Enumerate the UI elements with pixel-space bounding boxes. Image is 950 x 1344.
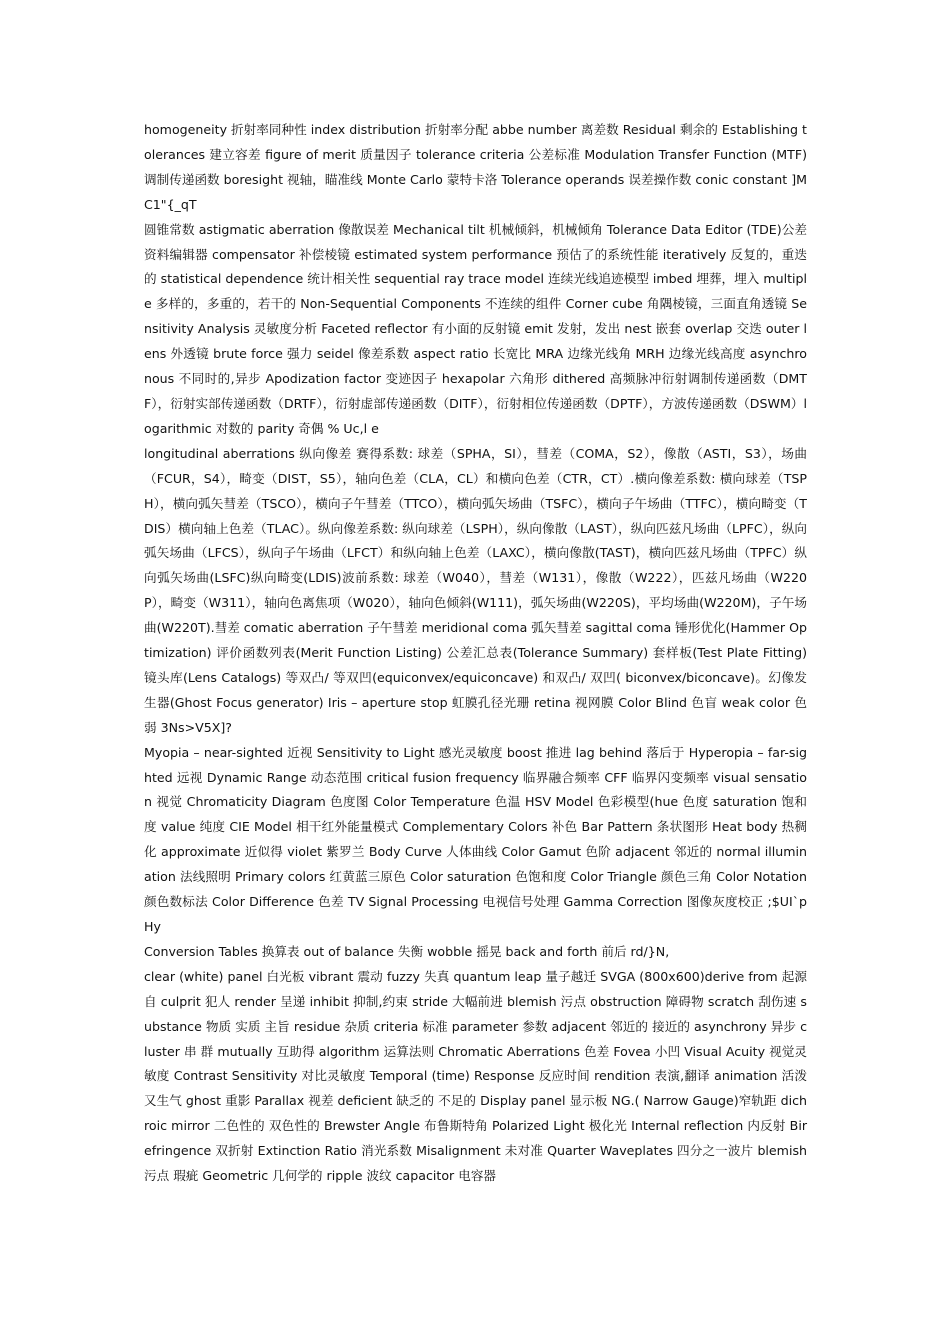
paragraph-aberration-coefficients: longitudinal aberrations 纵向像差 赛得系数: 球差（SPHA，SI），彗差（COMA，S2），像散（ASTI，S3），场曲（FCUR，S4），畸变（DIST，S5），轴向色差（CLA，CL）和横向色差（CTR，CT）.横向像差系数: 横向球差（TSPH），横向弧矢彗差（TSCO），横向子午彗差（TTCO），横向弧矢场曲（TSFC），横向子午场曲（TTFC），横向畸变（TDIS）横向轴上色差（TLAC）。纵向像差系数: 纵向球差（LSPH），纵向像散（LAST），纵向匹兹凡场曲（LPFC），纵向弧矢场曲（LFCS），纵向子午场曲（LFCT）和纵向轴上色差（LAXC），横向像散(TAST)，横向匹兹凡场曲（TPFC）纵向弧矢场曲(LSFC)纵向畸变(LDIS)波前系数: 球差（W040），彗差（W131），像散（W222），匹兹凡场曲（W220P），畸变（W311），轴向色离焦项（W020），轴向色倾斜(W111)，弧矢场曲(W220S)，平均场曲(W220M)，子午场曲(W220T).彗差 comatic aberration 子午彗差 meridional coma 弧矢彗差 sagittal coma 锤形优化(Hammer Optimization) 评价函数列表(Merit Function Listing) 公差汇总表(Tolerance Summary) 套样板(Test Plate Fitting) 镜头库(Lens Catalogs) 等双凸/ 等双凹(equiconvex/equiconcave) 和双凸/ 双凹( biconvex/biconcave)。幻像发生器(Ghost Focus generator) Iris – aperture stop 虹膜孔径光珊 retina 视网膜 Color Blind 色盲 weak color 色弱 3Ns>V5X]? [144, 445, 808, 735]
paragraph-tolerancing-terms: homogeneity 折射率同种性 index distribution 折射率分配 abbe number 离差数 Residual 剩余的 Establishing tolerances 建立容差 figure of merit 质量因子 tolerance criteria 公差标准 Modulation Transfer Function (MTF)调制传递函数 boresight 视轴，瞄准线 Monte Carlo 蒙特卡洛 Tolerance operands 误差操作数 conic constant ]MC1"{_qT [144, 122, 807, 212]
document-body [144, 118, 807, 1189]
paragraph-display-optics-terms: clear (white) panel 白光板 vibrant 震动 fuzzy 失真 quantum leap 量子越迁 SVGA (800x600)derive from 起源自 culprit 犯人 render 呈递 inhibit 抑制,约束 stride 大幅前进 blemish 污点 obstruction 障碍物 scratch 刮伤速 substance 物质 实质 主旨 residue 杂质 criteria 标准 parameter 参数 adjacent 邻近的 接近的 asynchrony 异步 cluster 串 群 mutually 互助得 algorithm 运算法则 Chromatic Aberrations 色差 Fovea 小凹 Visual Acuity 视觉灵敏度 Contrast Sensitivity 对比灵敏度 Temporal (time) Response 反应时间 rendition 表演,翻译 animation 活泼 又生气 ghost 重影 Parallax 视差 deficient 缺乏的 不足的 Display panel 显示板 NG.( Narrow Gauge)窄轨距 dichroic mirror 二色性的 双色性的 Brewster Angle 布鲁斯特角 Polarized Light 极化光 Internal reflection 内反射 Birefringence 双折射 Extinction Ratio 消光系数 Misalignment 未对准 Quarter Waveplates 四分之一波片 blemish 污点 瑕疵 Geometric 几何学的 ripple 波纹 capacitor 电容器 [144, 968, 807, 1184]
paragraph-optical-design-terms: 圆锥常数 astigmatic aberration 像散误差 Mechanical tilt 机械倾斜，机械倾角 Tolerance Data Editor (TDE)公差资料编辑器 compensator 补偿棱镜 estimated system performance 预估了的系统性能 iteratively 反复的，重迭的 statistical dependence 统计相关性 sequential ray trace model 连续光线追迹模型 imbed 埋葬，埋入 multiple 多样的，多重的，若干的 Non-Sequential Components 不连续的组件 Corner cube 角隅棱镜，三面直角透镜 Sensitivity Analysis 灵敏度分析 Faceted reflector 有小面的反射镜 emit 发射，发出 nest 嵌套 overlap 交迭 outer lens 外透镜 brute force 强力 seidel 像差系数 aspect ratio 长宽比 MRA 边缘光线角 MRH 边缘光线高度 asynchronous 不同时的,异步 Apodization factor 变迹因子 hexapolar 六角形 dithered 高频脉冲衍射调制传递函数（DMTF），衍射实部传递函数（DRTF），衍射虚部传递函数（DITF），衍射相位传递函数（DPTF），方波传递函数（DSWM）logarithmic 对数的 parity 奇偶 % Uc,l e [144, 221, 807, 436]
paragraph-vision-color-terms: Myopia – near-sighted 近视 Sensitivity to Light 感光灵敏度 boost 推进 lag behind 落后于 Hyperopia – far-sighted 远视 Dynamic Range 动态范围 critical fusion frequency 临界融合频率 CFF 临界闪变频率 visual sensation 视觉 Chromaticity Diagram 色度图 Color Temperature 色温 HSV Model 色彩模型(hue 色度 saturation 饱和度 value 纯度 CIE Model 相干红外能量模式 Complementary Colors 补色 Bar Pattern 条状图形 Heat body 热稠化 approximate 近似得 violet 紫罗兰 Body Curve 人体曲线 Color Gamut 色阶 adjacent 邻近的 normal illumination 法线照明 Primary colors 红黄蓝三原色 Color saturation 色饱和度 Color Triangle 颜色三角 Color Notation 颜色数标法 Color Difference 色差 TV Signal Processing 电视信号处理 Gamma Correction 图像灰度校正 ;$UI`pHy [144, 744, 807, 934]
paragraph-conversion-tables: Conversion Tables 换算表 out of balance 失衡 wobble 摇晃 back and forth 前后 rd/}N, [144, 943, 670, 959]
